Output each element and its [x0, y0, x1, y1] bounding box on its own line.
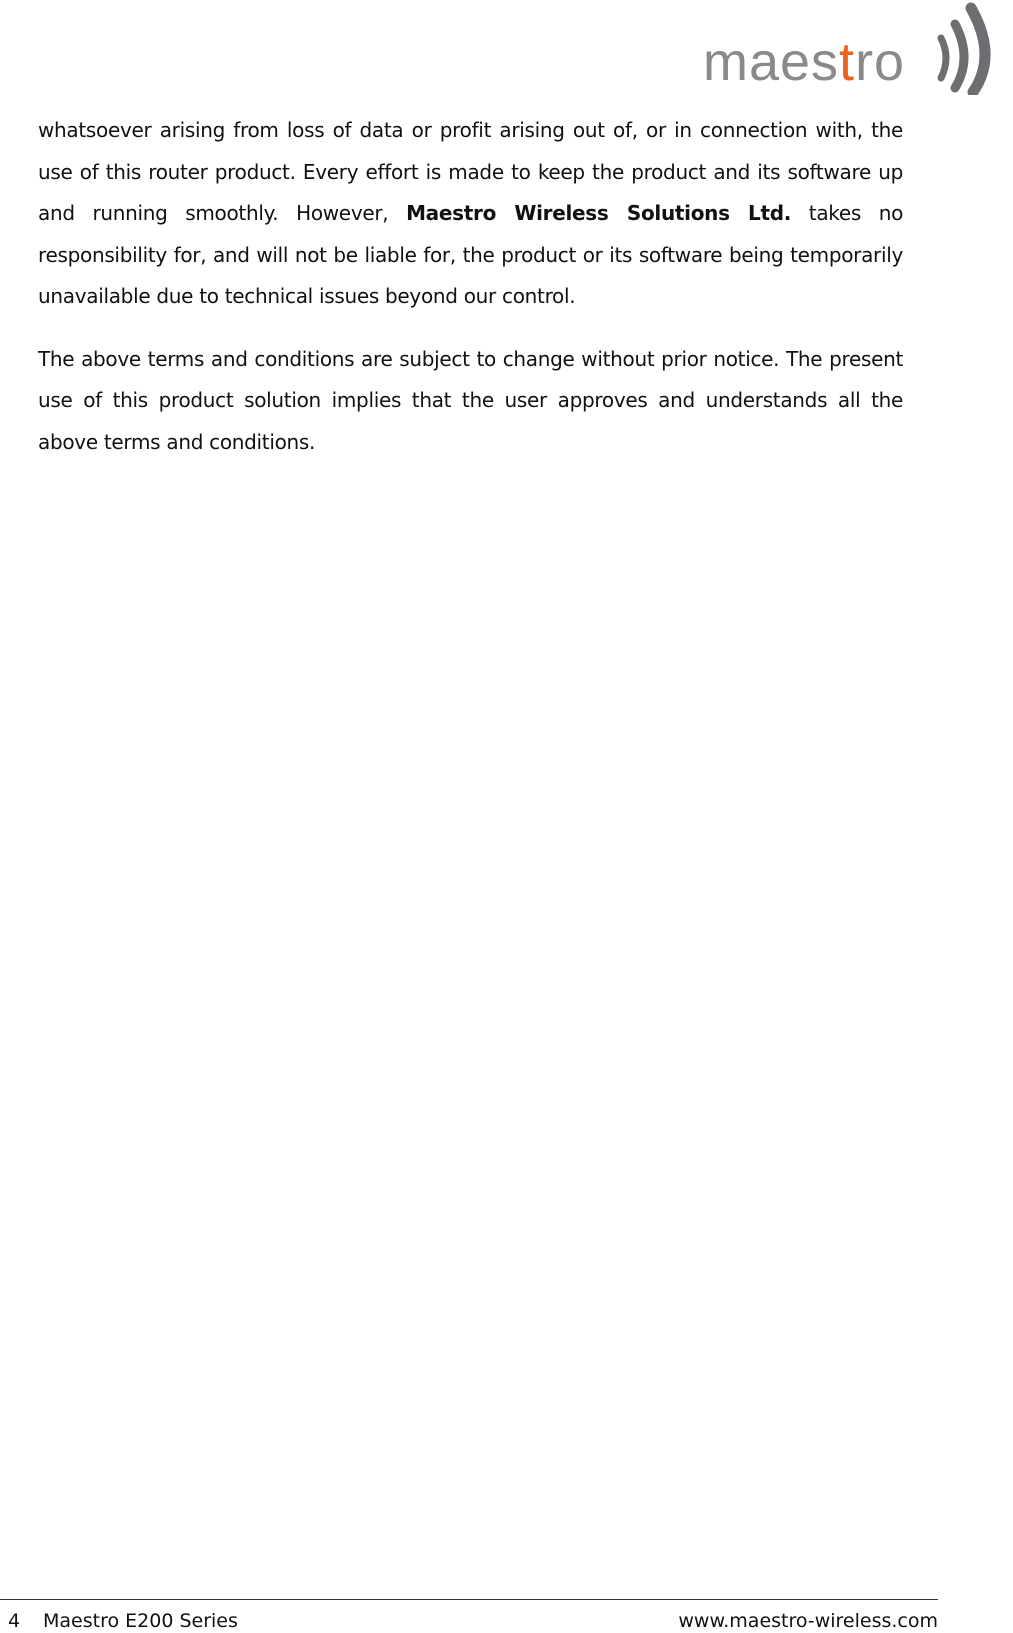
logo-graphic: [693, 0, 1013, 95]
logo-text-end: ro: [855, 32, 906, 92]
disclaimer-text-start: whatsoever arising from loss of data or profit arising out of, or in connection with, the use of this router product. Every effort is made to keep the product and its software up and running smoothly. However,: [38, 118, 903, 225]
page-number: 4: [8, 1610, 21, 1632]
document-series: Maestro E200 Series: [43, 1610, 238, 1632]
disclaimer-paragraph: [38, 110, 903, 318]
maestro-logo: [693, 0, 1013, 95]
svg-text:maestro: [703, 32, 905, 92]
company-name: Maestro Wireless Solutions Ltd.: [406, 201, 792, 225]
disclaimer-text-end: takes no responsibility for, and will not be liable for, the product or its software being temporarily unavailable due to technical issues beyond our control.: [38, 201, 904, 308]
document-body: [38, 110, 903, 484]
logo-text-accent: t: [839, 32, 856, 92]
website-url: www.maestro-wireless.com: [678, 1610, 938, 1632]
footer-divider: [0, 1599, 938, 1600]
logo-text-main: maes: [703, 32, 840, 92]
terms-paragraph: The above terms and conditions are subject to change without prior notice. The present use of this product solution implies that the user approves and understands all the above terms and conditions.: [38, 346, 903, 454]
signal-waves-icon: [941, 8, 985, 92]
